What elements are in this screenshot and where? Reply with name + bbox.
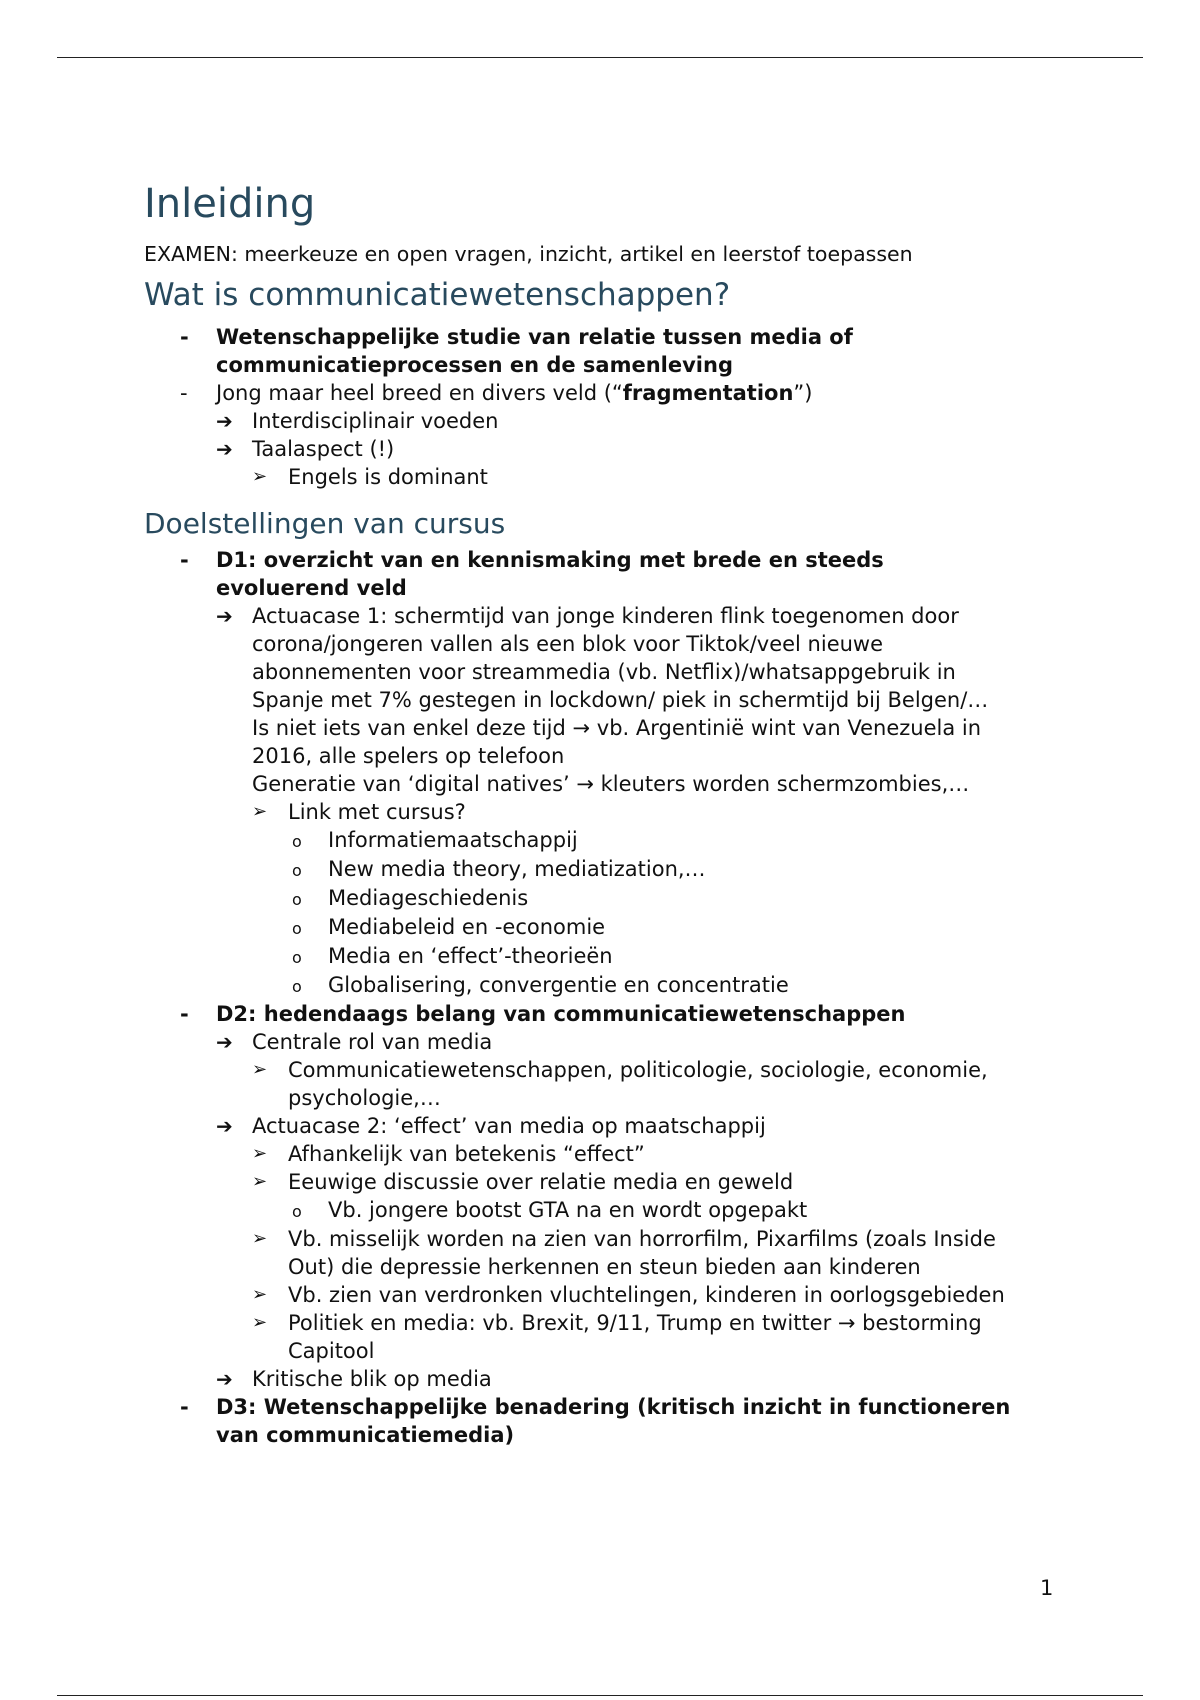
triangle-bullet-icon: ➢ (252, 1171, 268, 1192)
list-doelstellingen (144, 546, 1074, 1449)
list-wat-is (144, 323, 1074, 491)
arrow-icon: ➔ (216, 604, 233, 628)
list-item: ➢ Eeuwige discussie over relatie media en geweld (252, 1170, 794, 1194)
triangle-bullet-icon: ➢ (252, 1284, 268, 1305)
arrow-icon: ➔ (216, 1114, 233, 1138)
triangle-bullet-icon: ➢ (252, 1228, 268, 1249)
list-item: o Mediageschiedenis (144, 884, 1074, 913)
page-number: 1 (1040, 1576, 1054, 1600)
circle-bullet-icon: o (292, 890, 302, 909)
circle-bullet-icon: o (292, 832, 302, 851)
list-item: ➢ Link met cursus? (252, 800, 466, 824)
list-item-cont: communicatieprocessen en de samenleving (216, 353, 733, 377)
list-item: - D3: Wetenschappelijke benadering (kritisch inzicht in functioneren (180, 1395, 1011, 1419)
list-item-cont: evoluerend veld (216, 576, 407, 600)
list-item: ➢ Vb. zien van verdronken vluchtelingen, kinderen in oorlogsgebieden (252, 1283, 1005, 1307)
list-item: - D1: overzicht van en kennismaking met brede en steeds (180, 548, 884, 572)
list-item: ➔ Actuacase 1: schermtijd van jonge kinderen flink toegenomen door (216, 604, 959, 628)
list-item: ➔ Interdisciplinair voeden (216, 409, 499, 433)
list-item-cont: Is niet iets van enkel deze tijd → vb. Argentinië wint van Venezuela in (252, 716, 982, 740)
list-item: o Media en ‘effect’-theorieën (144, 942, 1074, 971)
dash-bullet: - (180, 1395, 189, 1419)
arrow-icon: ➔ (216, 409, 233, 433)
circle-bullet-icon: o (292, 861, 302, 880)
list-item-cont: abonnementen voor streammedia (vb. Netflix)/whatsappgebruik in (252, 660, 956, 684)
list-item: ➢ Afhankelijk van betekenis “effect” (252, 1142, 645, 1166)
arrow-icon: ➔ (216, 1367, 233, 1391)
circle-bullet-icon: o (292, 1202, 302, 1221)
list-item: ➔ Actuacase 2: ‘effect’ van media op maatschappij (216, 1114, 766, 1138)
dash-bullet: - (180, 381, 188, 405)
list-item: ➔ Centrale rol van media (216, 1030, 493, 1054)
triangle-bullet-icon: ➢ (252, 1312, 268, 1333)
list-item-cont: corona/jongeren vallen als een blok voor Tiktok/veel nieuwe (252, 632, 884, 656)
arrow-icon: ➔ (216, 1030, 233, 1054)
list-item: o Vb. jongere bootst GTA na en wordt opgepakt (144, 1196, 1074, 1225)
list-item: - Wetenschappelijke studie van relatie tussen media of (180, 325, 853, 349)
list-item: - D2: hedendaags belang van communicatiewetenschappen (180, 1002, 906, 1026)
footer-rule (57, 1695, 1143, 1696)
exam-note: EXAMEN: meerkeuze en open vragen, inzicht, artikel en leerstof toepassen (144, 242, 913, 266)
list-item-cont: Spanje met 7% gestegen in lockdown/ piek in schermtijd bij Belgen/… (252, 688, 989, 712)
list-item: o Mediabeleid en -economie (144, 913, 1074, 942)
heading-doelstellingen: Doelstellingen van cursus (144, 507, 506, 540)
list-item-cont: 2016, alle spelers op telefoon (252, 744, 565, 768)
list-item: ➢ Communicatiewetenschappen, politicologie, sociologie, economie, (252, 1058, 988, 1082)
header-rule (57, 57, 1143, 58)
list-item: ➔ Taalaspect (!) (216, 437, 395, 461)
circle-bullet-icon: o (292, 977, 302, 996)
triangle-bullet-icon: ➢ (252, 1143, 268, 1164)
list-item: o Globalisering, convergentie en concentratie (144, 971, 1074, 1000)
page-title: Inleiding (144, 181, 316, 227)
dash-bullet: - (180, 325, 189, 349)
triangle-bullet-icon: ➢ (252, 801, 268, 822)
list-item-cont: Out) die depressie herkennen en steun bieden aan kinderen (288, 1255, 921, 1279)
list-item: ➢ Politiek en media: vb. Brexit, 9/11, Trump en twitter → bestorming (252, 1311, 982, 1335)
list-item: ➢ Engels is dominant (252, 465, 488, 489)
list-item-cont: Capitool (288, 1339, 375, 1363)
document-body (144, 178, 1074, 1449)
list-item: ➔ Kritische blik op media (216, 1367, 492, 1391)
circle-bullet-icon: o (292, 919, 302, 938)
list-item-cont: Generatie van ‘digital natives’ → kleuters worden schermzombies,… (252, 772, 970, 796)
triangle-bullet-icon: ➢ (252, 1059, 268, 1080)
triangle-bullet-icon: ➢ (252, 466, 268, 487)
heading-wat-is: Wat is communicatiewetenschappen? (144, 277, 731, 313)
list-item: - Jong maar heel breed en divers veld (“fragmentation”) (180, 381, 813, 405)
list-item: ➢ Vb. misselijk worden na zien van horrorfilm, Pixarfilms (zoals Inside (252, 1227, 996, 1251)
circle-bullet-icon: o (292, 948, 302, 967)
list-item: o Informatiemaatschappij (144, 826, 1074, 855)
dash-bullet: - (180, 1002, 189, 1026)
arrow-icon: ➔ (216, 437, 233, 461)
list-item-cont: psychologie,… (288, 1086, 441, 1110)
list-item-cont: van communicatiemedia) (216, 1423, 515, 1447)
dash-bullet: - (180, 548, 189, 572)
list-item: o New media theory, mediatization,… (144, 855, 1074, 884)
